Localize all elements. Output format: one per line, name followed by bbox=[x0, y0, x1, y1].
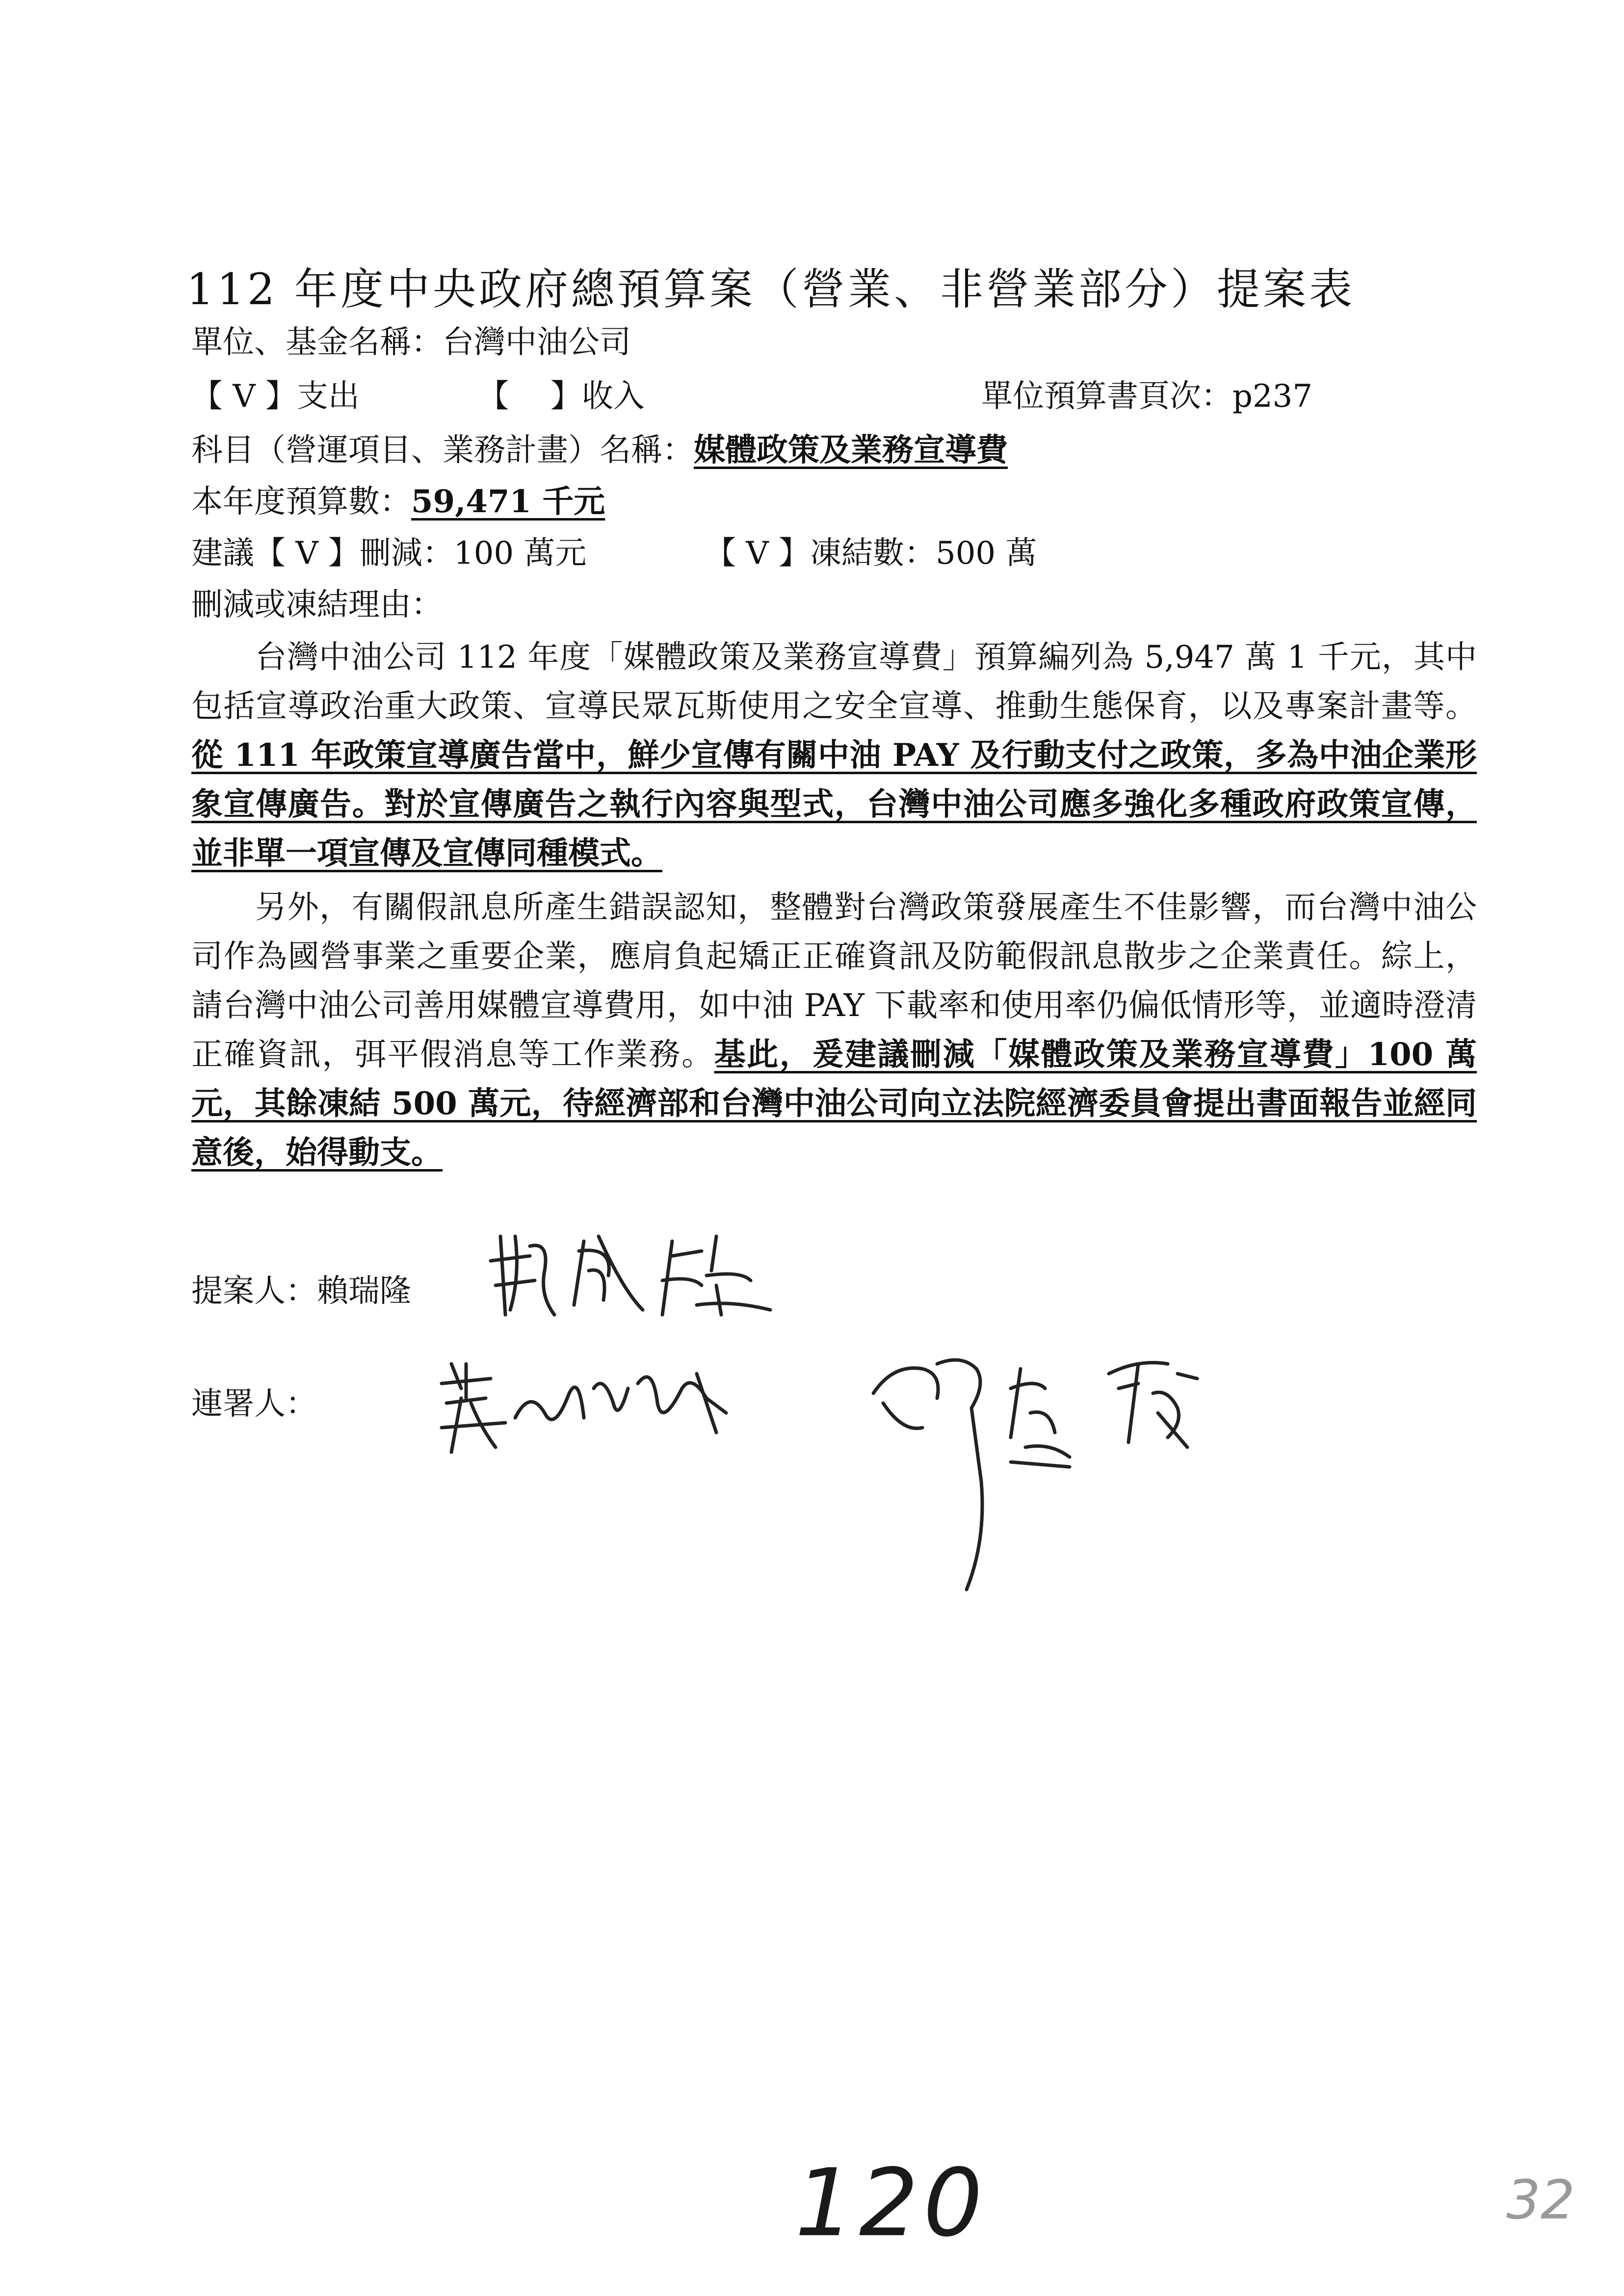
page-reference: 單位預算書頁次：p237 bbox=[981, 378, 1313, 415]
paragraph-1-text: 台灣中油公司 112 年度「媒體政策及業務宣導費」預算編列為 5,947 萬 1 千元，其中包括宣導政治重大政策、宣導民眾瓦斯使用之安全宣導、推動生態保育，以及專案計畫等。 bbox=[191, 639, 1477, 725]
suggestion-row bbox=[191, 535, 1037, 573]
proposer-row bbox=[191, 1266, 411, 1311]
paragraph-2-emphasis: 基此，爰建議刪減「媒體政策及業務宣導費」100 萬元，其餘凍結 500 萬元，待經濟部和台灣中油公司向立法院經濟委員會提出書面報告並經同意後，始得動支。 bbox=[191, 1036, 1477, 1171]
expense-checkbox: 【 V 】支出 bbox=[191, 378, 360, 415]
corner-page-mark: 32 bbox=[1506, 2168, 1575, 2231]
suggest-label: 建議 bbox=[191, 535, 254, 572]
proposer-name: 賴瑞隆 bbox=[317, 1273, 411, 1309]
unit-label: 單位、基金名稱： bbox=[191, 324, 443, 361]
paragraph-2-text: 另外，有關假訊息所產生錯誤認知，整體對台灣政策發展產生不佳影響，而台灣中油公司作為國營事業之重要企業，應肩負起矯正正確資訊及防範假訊息散步之企業責任。綜上，請台灣中油公司善用媒體宣導費用，如中油 PAY 下載率和使用率仍偏低情形等，並適時澄清正確資訊，弭平假消息等工作業務。 bbox=[191, 889, 1477, 1073]
subject-row bbox=[191, 432, 1008, 470]
reason-label: 刪減或凍結理由： bbox=[191, 587, 443, 623]
document-title: 112 年度中央政府總預算案（營業、非營業部分）提案表 bbox=[186, 264, 1355, 314]
handwritten-page-number: 120 bbox=[795, 2149, 988, 2257]
unit-value: 台灣中油公司 bbox=[443, 324, 631, 361]
freeze-checkbox: 【 V 】凍結數：500 萬 bbox=[705, 535, 1037, 572]
unit-row bbox=[191, 324, 631, 362]
cut-checkbox: 【 V 】刪減：100 萬元 bbox=[254, 535, 587, 572]
cosigner-label: 連署人： bbox=[191, 1386, 317, 1422]
cosigner-signature-2 bbox=[864, 1334, 1256, 1609]
budget-value: 59,471 千元 bbox=[411, 483, 605, 520]
budget-row bbox=[191, 483, 605, 521]
reason-paragraph-2 bbox=[191, 883, 1477, 1177]
budget-label: 本年度預算數： bbox=[191, 484, 411, 520]
reason-paragraph-1 bbox=[191, 633, 1477, 878]
cosigner-signature-1 bbox=[432, 1344, 746, 1462]
subject-label: 科目（營運項目、業務計畫）名稱： bbox=[191, 432, 694, 469]
paragraph-1-emphasis: 從 111 年政策宣導廣告當中，鮮少宣傳有關中油 PAY 及行動支付之政策，多為中油企業形象宣傳廣告。對於宣傳廣告之執行內容與型式，台灣中油公司應多強化多種政府政策宣傳，並非單一項宣傳及宣傳同種模式。 bbox=[191, 737, 1477, 872]
proposer-signature bbox=[486, 1217, 810, 1325]
proposer-label: 提案人： bbox=[191, 1273, 317, 1309]
income-expense-row bbox=[191, 378, 1477, 416]
subject-value: 媒體政策及業務宣導費 bbox=[694, 432, 1008, 469]
income-checkbox: 【 】收入 bbox=[477, 378, 645, 415]
